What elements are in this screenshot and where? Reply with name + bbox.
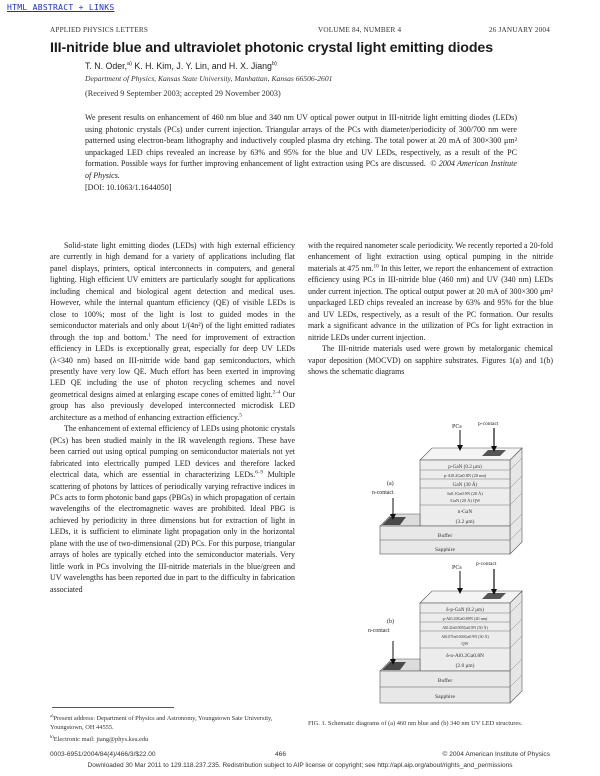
svg-text:p-contact: p-contact (478, 421, 499, 427)
footnote-mark-a: a) (127, 61, 132, 68)
received-dates: (Received 9 September 2003; accepted 29 November 2003) (85, 89, 281, 98)
figure-caption: FIG. 1. Schematic diagrams of (a) 460 nm blue and (b) 340 nm UV LED structures. (308, 720, 523, 727)
svg-text:Buffer: Buffer (437, 678, 453, 684)
paragraph: Solid-state light emitting diodes (LEDs) with high external efficiency are currently in high demand for a variety of applications including flat panel displays, printers, optical interconnects in computers, and general lighting. High efficient UV emitters are particularly sought for applications including chemical and biological agent detection and medical uses. However, while the internal quantum efficiency (QE) of visible LEDs is close to 100%; most of the light is lost to guided modes in the semiconductor materials and only about 1/(4n²) of the light emitted radiates through the top and bottom.$^1$ The need for improvement of extraction efficiency in LEDs is exceptionally great, especially for deep UV LEDs (λ<340 nm) based on III-nitride wide band gap semiconductors, which presently have very low QE. Much effort has been exerted in improving LED QE including the use of photon recycling schemes and novel geometrical designs aimed at enlarging escape cones of emitted light.$^{2-4}$ Our group has also previously developed interconnected microdisk LED architecture as a method of enhancing extraction efficiency.$^5$ (50, 241, 296, 422)
svg-text:(b): (b) (387, 619, 394, 625)
svg-text:(2.0 μm): (2.0 μm) (455, 663, 475, 669)
figure-1 (360, 420, 540, 710)
svg-text:PCs: PCs (452, 565, 462, 571)
doi[interactable]: [DOI: 10.1063/1.1644050] (85, 182, 172, 192)
led-structure-diagram-b (360, 555, 540, 705)
footnote-b: $^{b)}$Electronic mail: jiang@phys.ksu.edu (50, 733, 149, 743)
footnote-a: $^{a)}$Present address: Department of Physics and Astronomy, Youngstown Sate University, Youngstown, OH 44555. (50, 713, 273, 731)
svg-text:(a): (a) (387, 481, 394, 487)
footnote-divider (52, 707, 174, 708)
svg-text:n-GaN: n-GaN (457, 509, 473, 515)
svg-text:Al0.07In0.004Ga0.9N (30 Å): Al0.07In0.004Ga0.9N (30 Å) (441, 634, 489, 639)
reference-link[interactable]: 5 (239, 412, 242, 419)
reference-link[interactable]: 2–4 (272, 389, 281, 396)
svg-text:n-contact: n-contact (372, 490, 394, 496)
volume-number: VOLUME 84, NUMBER 4 (318, 26, 402, 34)
paper-title: III-nitride blue and ultraviolet photonic crystal light emitting diodes (50, 40, 493, 56)
html-abstract-links[interactable]: HTML ABSTRACT + LINKS (7, 3, 115, 12)
svg-text:n-contact: n-contact (368, 628, 390, 634)
svg-text:p-Al0.2Ga0.8N (20 nm): p-Al0.2Ga0.8N (20 nm) (443, 473, 487, 478)
svg-text:Sapphire: Sapphire (435, 547, 455, 553)
svg-text:QW: QW (461, 641, 469, 646)
abstract-copyright: 2004 American Institute of Physics. (85, 159, 517, 180)
figure-panel-b (360, 555, 540, 705)
reference-link[interactable]: 1 (148, 331, 151, 338)
svg-text:GaN (30 Å): GaN (30 Å) (452, 482, 478, 488)
page-number: 466 (275, 751, 287, 758)
authors-rest: K. H. Kim, J. Y. Lin, and H. X. Jiang (131, 61, 272, 71)
svg-text:Sapphire: Sapphire (435, 694, 455, 700)
running-head (50, 26, 550, 36)
svg-text:p-GaN (0.2 μm): p-GaN (0.2 μm) (448, 464, 482, 470)
paragraph: with the required nanometer scale periodicity. We recently reported a 20-fold enhancement of light extraction using optical pumping in the nitride materials at 475 nm.$^{10}$ In this letter, we report the enhancement of extraction efficiency using PCs in III-nitride blue (460 nm) and UV (340 nm) LEDs under current injection. The optical output power at 20 mA of 300×300 μm² unpackaged LED chips revealed an increase by 63% and 95% for the blue and UV LEDs, respectively, as a result of the PC formation. Our results mark a significant advance in the utilization of PCs for light extraction in nitride LEDs under current injection. (308, 241, 553, 342)
download-notice: Downloaded 30 Mar 2011 to 129.118.237.235. Redistribution subject to AIP license or copyright; see http://apl.aip.org/about/rights_and_permissions (87, 762, 513, 769)
figure-panel-a (360, 420, 540, 560)
abstract (85, 112, 517, 193)
footnote-mark-b: b) (271, 61, 277, 68)
reference-link[interactable]: 6–9 (255, 469, 263, 476)
body-column-left (50, 240, 295, 595)
svg-text:Al0.2In0.005Ga0.8N (30 Å): Al0.2In0.005Ga0.8N (30 Å) (442, 625, 488, 630)
paragraph: The enhancement of external efficiency of LEDs using photonic crystals (PCs) has been studied mainly in the IR wavelength regions. These have been carried out using optical pumping on semiconductor materials not yet fabricated into electrically pumped LED devices and therefore lacked electrical data, which are essential in characterizing LEDs.$^{6-9}$ Multiple scattering of photons by lattices of periodically varying refractive indices in PCs acts to form photonic band gaps (PBGs) in which propagation of certain wavelengths of the electromagnetic waves are prohibited. Ideal PBG is achieved by periodicity in three dimensions but for extraction of light in LEDs, it is sufficient to eliminate light propagation only in the horizontal plane with the use of two-dimensional (2D) PCs. For this purpose, triangular arrays of holes are typically etched into the semiconductor materials. Very little work in PCs involving the III-nitride materials in the blue/green and UV wavelengths has been reported due in part to the difficulty in fabrication associated (50, 424, 296, 594)
issue-date: 26 JANUARY 2004 (488, 26, 550, 34)
page-footer (50, 751, 550, 761)
affiliation: Department of Physics, Kansas State University, Manhattan, Kansas 66506-2601 (85, 74, 333, 83)
led-structure-diagram-a (360, 420, 540, 560)
issn-code: 0003-6951/2004/84(4)/466/3/$22.00 (50, 751, 156, 758)
reference-link[interactable]: 10 (373, 263, 379, 270)
footnotes (50, 712, 295, 745)
paragraph: The III-nitride materials used were grown by metalorganic chemical vapor deposition (MOCVD) on sapphire substrates. Figures 1(a) and 1(b) shows the schematic diagrams (308, 344, 553, 376)
body-column-right (308, 240, 553, 377)
svg-text:p-Al0.20Ga0.80N (20 nm): p-Al0.20Ga0.80N (20 nm) (442, 616, 488, 621)
svg-text:Buffer: Buffer (437, 533, 453, 539)
footer-copyright: © 2004 American Institute of Physics (442, 751, 550, 758)
author-1: T. N. Oder, (85, 61, 128, 71)
svg-text:(3.2 μm): (3.2 μm) (455, 519, 475, 525)
svg-text:In0.1Ga0.9N (20 Å): In0.1Ga0.9N (20 Å) (447, 491, 483, 496)
svg-text:/GaN (20 Å) QW: /GaN (20 Å) QW (449, 498, 481, 503)
copyright-symbol: © (430, 159, 437, 169)
svg-text:δ-p-GaN (0.2 μm): δ-p-GaN (0.2 μm) (446, 607, 484, 613)
abstract-text: We present results on enhancement of 460 nm blue and 340 nm UV optical power output in III-nitride light emitting diodes (LEDs) using photonic crystals (PCs) under current injection. Triangular arrays of the PCs with diameter/periodicity of 300/700 nm were patterned using electron-beam lithography and inductively coupled plasma dry etching. The total power at 20 mA of 300×300 μm² unpackaged LED chips revealed an increase by 63% and 95% for the blue and UV LEDs, respectively, as a result of the PC formation. Possible ways for further improving enhancement of light extraction using PCs are discussed. (85, 113, 517, 169)
svg-text:PCs: PCs (452, 424, 462, 430)
svg-text:δ-n-Al0.2Ga0.8N: δ-n-Al0.2Ga0.8N (446, 653, 484, 659)
journal-name: APPLIED PHYSICS LETTERS (50, 26, 149, 34)
author-list (85, 61, 277, 71)
svg-text:p-contact: p-contact (476, 561, 497, 567)
